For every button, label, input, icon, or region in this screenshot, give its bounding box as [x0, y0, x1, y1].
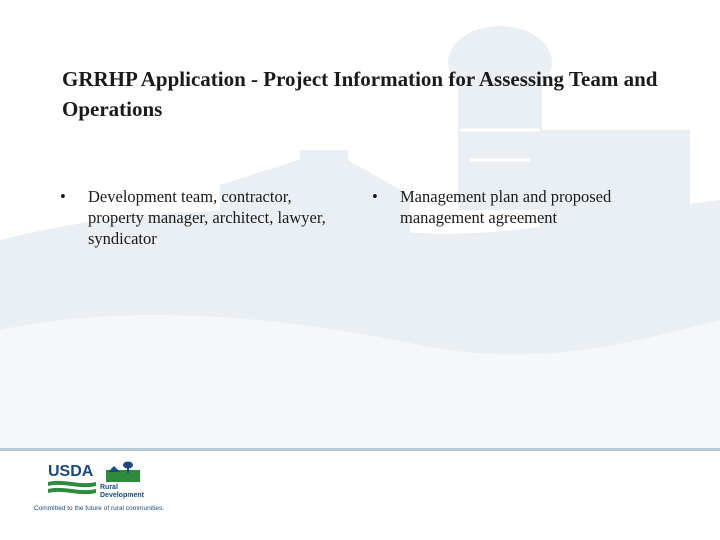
- water-tower-farm-icon: [106, 462, 140, 483]
- footer-tagline: Committed to the future of rural communities.: [34, 505, 165, 512]
- bullet-item: [60, 186, 330, 249]
- slide-title: GRRHP Application - Project Information for Assessing Team and Operations: [62, 67, 658, 121]
- logo-development-text: Development: [100, 492, 144, 499]
- bullet-text: Development team, contractor, property manager, architect, lawyer, syndicator: [88, 187, 326, 248]
- footer-divider: [0, 448, 720, 451]
- logo-rural-text: Rural: [100, 484, 118, 491]
- bullet-marker: •: [372, 187, 378, 206]
- bullet-marker: •: [60, 187, 66, 206]
- bullet-list-right: [372, 186, 672, 228]
- bullet-text: Management plan and proposed management agreement: [400, 187, 612, 227]
- bullet-item: [372, 186, 672, 228]
- usda-rural-development-logo: [46, 460, 156, 500]
- logo-usda-text: USDA: [48, 463, 94, 480]
- bullet-list-left: [60, 186, 330, 249]
